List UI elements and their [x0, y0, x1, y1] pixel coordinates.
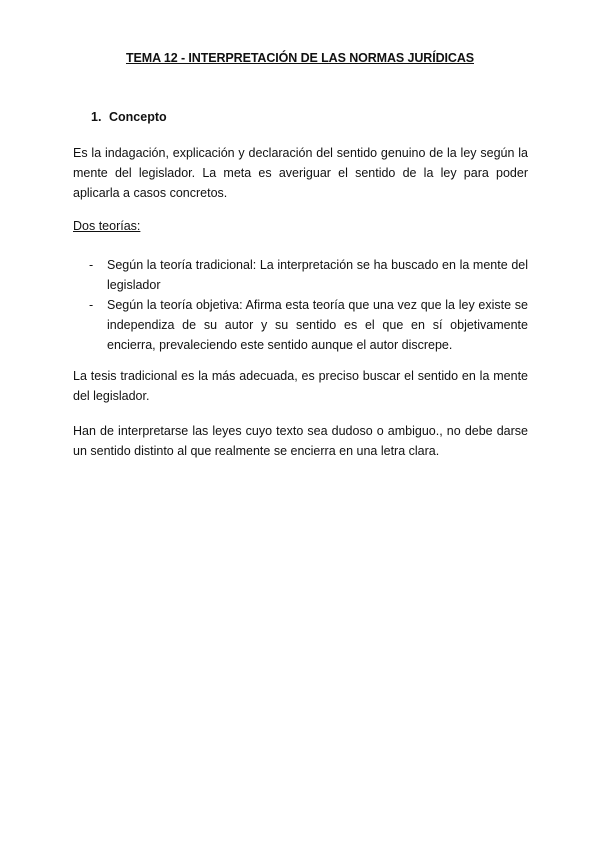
section-number: 1. — [91, 110, 102, 124]
section-heading — [91, 110, 167, 124]
bullet-dash: - — [89, 258, 94, 272]
section-heading-text: Concepto — [109, 110, 167, 124]
paragraph-interpretation-scope: Han de interpretarse las leyes cuyo texto sea dudoso o ambiguo., no debe darse un sentido distinto al que realmente se encierra en una letra clara. — [73, 424, 528, 458]
list-item — [73, 255, 528, 295]
list-item-text: Según la teoría objetiva: Afirma esta teoría que una vez que la ley existe se independiza de su autor y su sentido es el que en sí objetivamente encierra, prevaleciendo este sentido aunque el autor discrepe. — [107, 298, 528, 352]
list-item — [73, 295, 528, 355]
bullet-dash: - — [89, 298, 94, 312]
paragraph-traditional-thesis: La tesis tradicional es la más adecuada, es preciso buscar el sentido en la mente del legislador. — [73, 369, 528, 403]
theories-list — [73, 255, 528, 355]
paragraph-definition: Es la indagación, explicación y declaración del sentido genuino de la ley según la mente del legislador. La meta es averiguar el sentido de la ley para poder aplicarla a casos concretos. — [73, 146, 528, 200]
list-item-text: Según la teoría tradicional: La interpretación se ha buscado en la mente del legislador — [107, 258, 528, 292]
page-title: TEMA 12 - INTERPRETACIÓN DE LAS NORMAS JURÍDICAS — [125, 51, 474, 65]
subheading-theories: Dos teorías: — [73, 219, 141, 233]
